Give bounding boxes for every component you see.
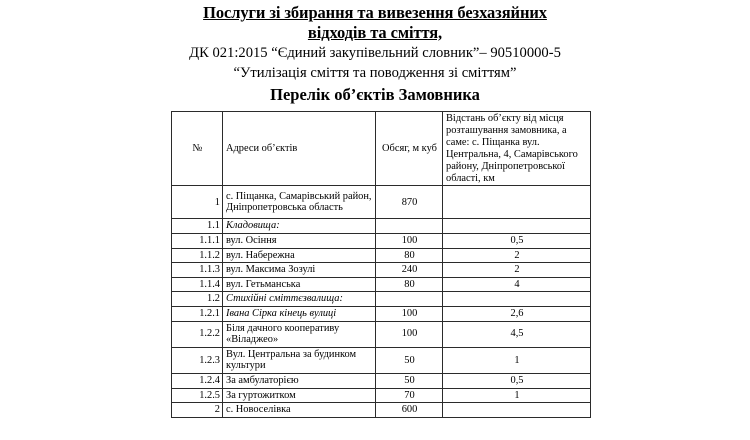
cell-address: с. Піщанка, Самарівський район, Дніпропетровська область: [223, 186, 376, 219]
table-row: [172, 248, 591, 263]
table-row: [172, 186, 591, 219]
document-heading: [165, 0, 585, 105]
table-header-row: [172, 112, 591, 186]
document-subtitle-line-2: “Утилізація сміття та поводження зі сміттям”: [233, 65, 517, 81]
cell-volume: [376, 292, 443, 307]
document-title: [165, 3, 585, 42]
cell-volume: 50: [376, 373, 443, 388]
cell-volume: 50: [376, 347, 443, 373]
cell-volume: 70: [376, 388, 443, 403]
cell-address: Кладовища:: [223, 219, 376, 234]
cell-distance: 0,5: [443, 373, 591, 388]
table-body: [172, 186, 591, 417]
table-header: [172, 112, 591, 186]
cell-distance: 2: [443, 248, 591, 263]
cell-address: вул. Гетьманська: [223, 277, 376, 292]
table-row: [172, 321, 591, 347]
table-row: [172, 219, 591, 234]
document-title-line-2: відходів та сміття,: [307, 22, 443, 42]
cell-address: вул. Набережна: [223, 248, 376, 263]
column-header-distance: Відстань об’єкту від місця розташування замовника, а саме: с. Піщанка вул. Центральна, 4, Самарівського району, Дніпропетровської області, км: [443, 112, 591, 186]
cell-volume: 100: [376, 307, 443, 322]
cell-address: Біля дачного кооперативу «Віладжео»: [223, 321, 376, 347]
cell-number: 1: [172, 186, 223, 219]
cell-distance: 4,5: [443, 321, 591, 347]
table-row: [172, 373, 591, 388]
table-row: [172, 403, 591, 418]
cell-number: 2: [172, 403, 223, 418]
cell-number: 1.1.2: [172, 248, 223, 263]
document-subtitle-line-1: ДК 021:2015 “Єдиний закупівельний словник”– 90510000-5: [189, 45, 561, 61]
cell-number: 1.1.3: [172, 263, 223, 278]
cell-address: с. Новоселівка: [223, 403, 376, 418]
cell-number: 1.2.4: [172, 373, 223, 388]
cell-volume: 100: [376, 321, 443, 347]
cell-distance: 2,6: [443, 307, 591, 322]
column-header-address: Адреси об’єктів: [223, 112, 376, 186]
cell-address: вул. Максима Зозулі: [223, 263, 376, 278]
cell-number: 1.2.2: [172, 321, 223, 347]
column-header-volume: Обсяг, м куб: [376, 112, 443, 186]
table-row: [172, 277, 591, 292]
cell-number: 1.2: [172, 292, 223, 307]
cell-number: 1.1.1: [172, 234, 223, 249]
cell-address: вул. Осіння: [223, 234, 376, 249]
table-row: [172, 388, 591, 403]
cell-address: За амбулаторією: [223, 373, 376, 388]
cell-volume: 80: [376, 248, 443, 263]
cell-distance: [443, 292, 591, 307]
cell-distance: 1: [443, 347, 591, 373]
cell-distance: 4: [443, 277, 591, 292]
cell-number: 1.2.1: [172, 307, 223, 322]
cell-distance: [443, 186, 591, 219]
cell-volume: 870: [376, 186, 443, 219]
table-row: [172, 292, 591, 307]
cell-number: 1.2.3: [172, 347, 223, 373]
document-title-line-1: Послуги зі збирання та вивезення безхазяйних: [203, 3, 547, 22]
cell-volume: 240: [376, 263, 443, 278]
cell-number: 1.1.4: [172, 277, 223, 292]
cell-volume: 100: [376, 234, 443, 249]
cell-address: Вул. Центральна за будинком культури: [223, 347, 376, 373]
cell-distance: 2: [443, 263, 591, 278]
cell-address: За гуртожитком: [223, 388, 376, 403]
objects-table: [171, 111, 591, 418]
cell-volume: [376, 219, 443, 234]
section-title: Перелік об’єктів Замовника: [270, 85, 480, 104]
cell-distance: 0,5: [443, 234, 591, 249]
cell-distance: [443, 219, 591, 234]
column-header-number: №: [172, 112, 223, 186]
cell-distance: [443, 403, 591, 418]
cell-volume: 80: [376, 277, 443, 292]
table-row: [172, 307, 591, 322]
table-row: [172, 347, 591, 373]
cell-distance: 1: [443, 388, 591, 403]
cell-number: 1.2.5: [172, 388, 223, 403]
cell-number: 1.1: [172, 219, 223, 234]
cell-volume: 600: [376, 403, 443, 418]
cell-address: Стихійні сміттєзвалища:: [223, 292, 376, 307]
cell-address: Івана Сірка кінець вулиці: [223, 307, 376, 322]
table-row: [172, 263, 591, 278]
table-row: [172, 234, 591, 249]
